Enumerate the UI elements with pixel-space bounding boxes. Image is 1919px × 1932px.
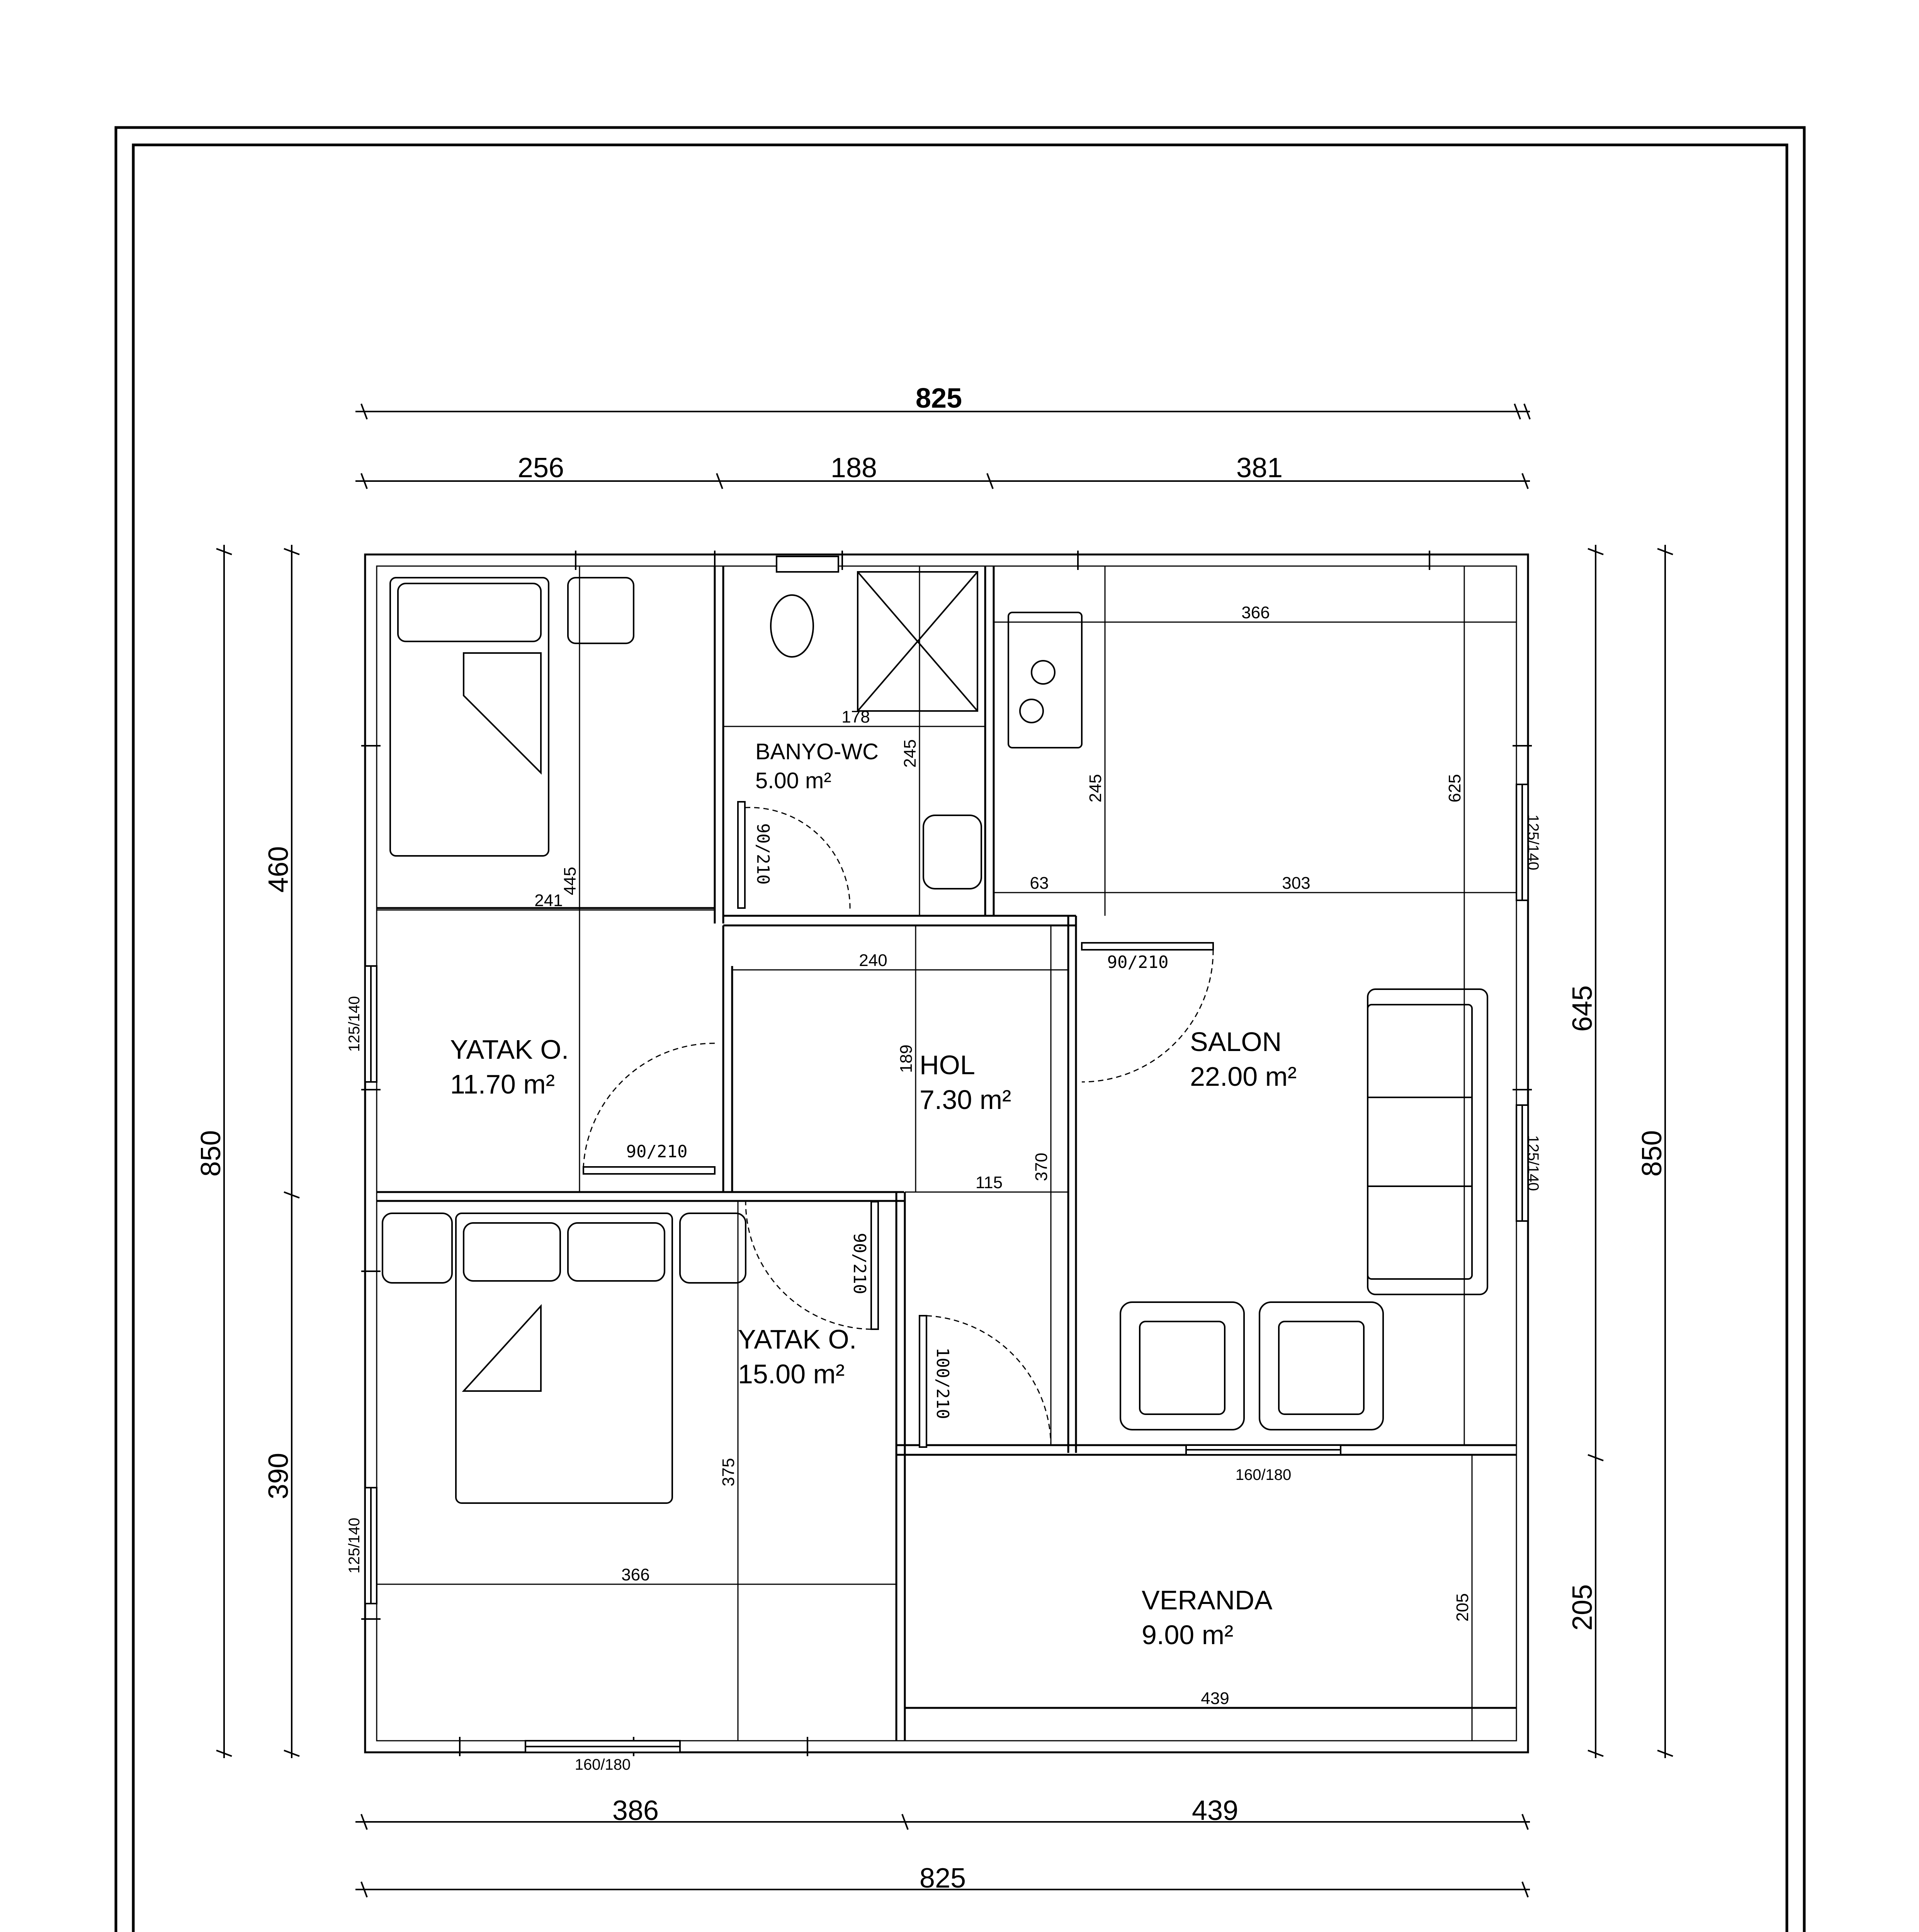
dim-bottom-386: 386 <box>612 1795 659 1826</box>
toilet <box>771 595 813 657</box>
dim-left-460: 460 <box>263 846 294 893</box>
dim-bottom-439: 439 <box>1192 1795 1239 1826</box>
dim-375: 375 <box>719 1458 738 1486</box>
dim-right-645: 645 <box>1567 985 1598 1032</box>
dim-245-kitchen: 245 <box>1086 774 1105 803</box>
dim-top-188: 188 <box>830 452 877 483</box>
room-banyo-name: BANYO-WC <box>755 739 879 764</box>
dim-625: 625 <box>1445 774 1464 803</box>
room-veranda-name: VERANDA <box>1142 1585 1273 1615</box>
dim-right-205: 205 <box>1567 1584 1598 1631</box>
dim-178: 178 <box>841 707 870 726</box>
room-yatak2-area: 15.00 m² <box>738 1359 845 1389</box>
window-left1-label: 125/140 <box>346 996 363 1052</box>
room-hol-name: HOL <box>920 1050 975 1080</box>
dim-left-overall: 850 <box>195 1130 226 1177</box>
nightstand <box>568 578 634 643</box>
room-yatak1-area: 11.70 m² <box>450 1069 555 1099</box>
room-veranda-area: 9.00 m² <box>1142 1620 1234 1650</box>
dim-63: 63 <box>1030 874 1049 893</box>
dim-366-top: 366 <box>1241 603 1270 622</box>
room-banyo-area: 5.00 m² <box>755 768 831 793</box>
window-right1-label: 125/140 <box>1525 814 1542 871</box>
door-banyo-label: 90/210 <box>753 823 773 885</box>
dim-left-390: 390 <box>263 1452 294 1500</box>
dim-245-banyo: 245 <box>901 739 920 768</box>
dim-303: 303 <box>1282 874 1310 893</box>
dim-445: 445 <box>561 867 580 895</box>
dim-439: 439 <box>1201 1689 1229 1708</box>
window-yatak2-label: 160/180 <box>575 1756 631 1773</box>
room-salon-name: SALON <box>1190 1027 1282 1057</box>
dim-overall-bottom: 825 <box>919 1863 966 1894</box>
dim-189: 189 <box>897 1044 916 1073</box>
room-salon-area: 22.00 m² <box>1190 1061 1297 1092</box>
dim-366-bottom: 366 <box>621 1565 650 1584</box>
dim-241: 241 <box>534 891 563 910</box>
dim-115: 115 <box>975 1173 1003 1192</box>
room-yatak2-name: YATAK O. <box>738 1324 857 1354</box>
dim-top-256: 256 <box>517 452 564 483</box>
door-yatak2-label: 90/210 <box>850 1233 869 1294</box>
door-yatak1-label: 90/210 <box>626 1142 688 1162</box>
doors <box>583 802 1213 1447</box>
dim-top-381: 381 <box>1236 452 1283 483</box>
dim-overall-top: 825 <box>915 383 962 414</box>
window-left2-label: 125/140 <box>346 1517 363 1574</box>
dim-right-overall: 850 <box>1637 1130 1667 1177</box>
door-entry-label: 100/210 <box>933 1347 952 1419</box>
door-salon-label: 90/210 <box>1107 952 1169 972</box>
dim-205: 205 <box>1453 1593 1472 1622</box>
wash-basin <box>923 815 981 889</box>
dim-370: 370 <box>1032 1153 1051 1181</box>
window-right2-label: 125/140 <box>1525 1135 1542 1191</box>
room-yatak1-name: YATAK O. <box>450 1034 569 1065</box>
window-salon-label: 160/180 <box>1235 1466 1292 1483</box>
dim-240: 240 <box>859 951 887 970</box>
room-hol-area: 7.30 m² <box>920 1085 1011 1115</box>
